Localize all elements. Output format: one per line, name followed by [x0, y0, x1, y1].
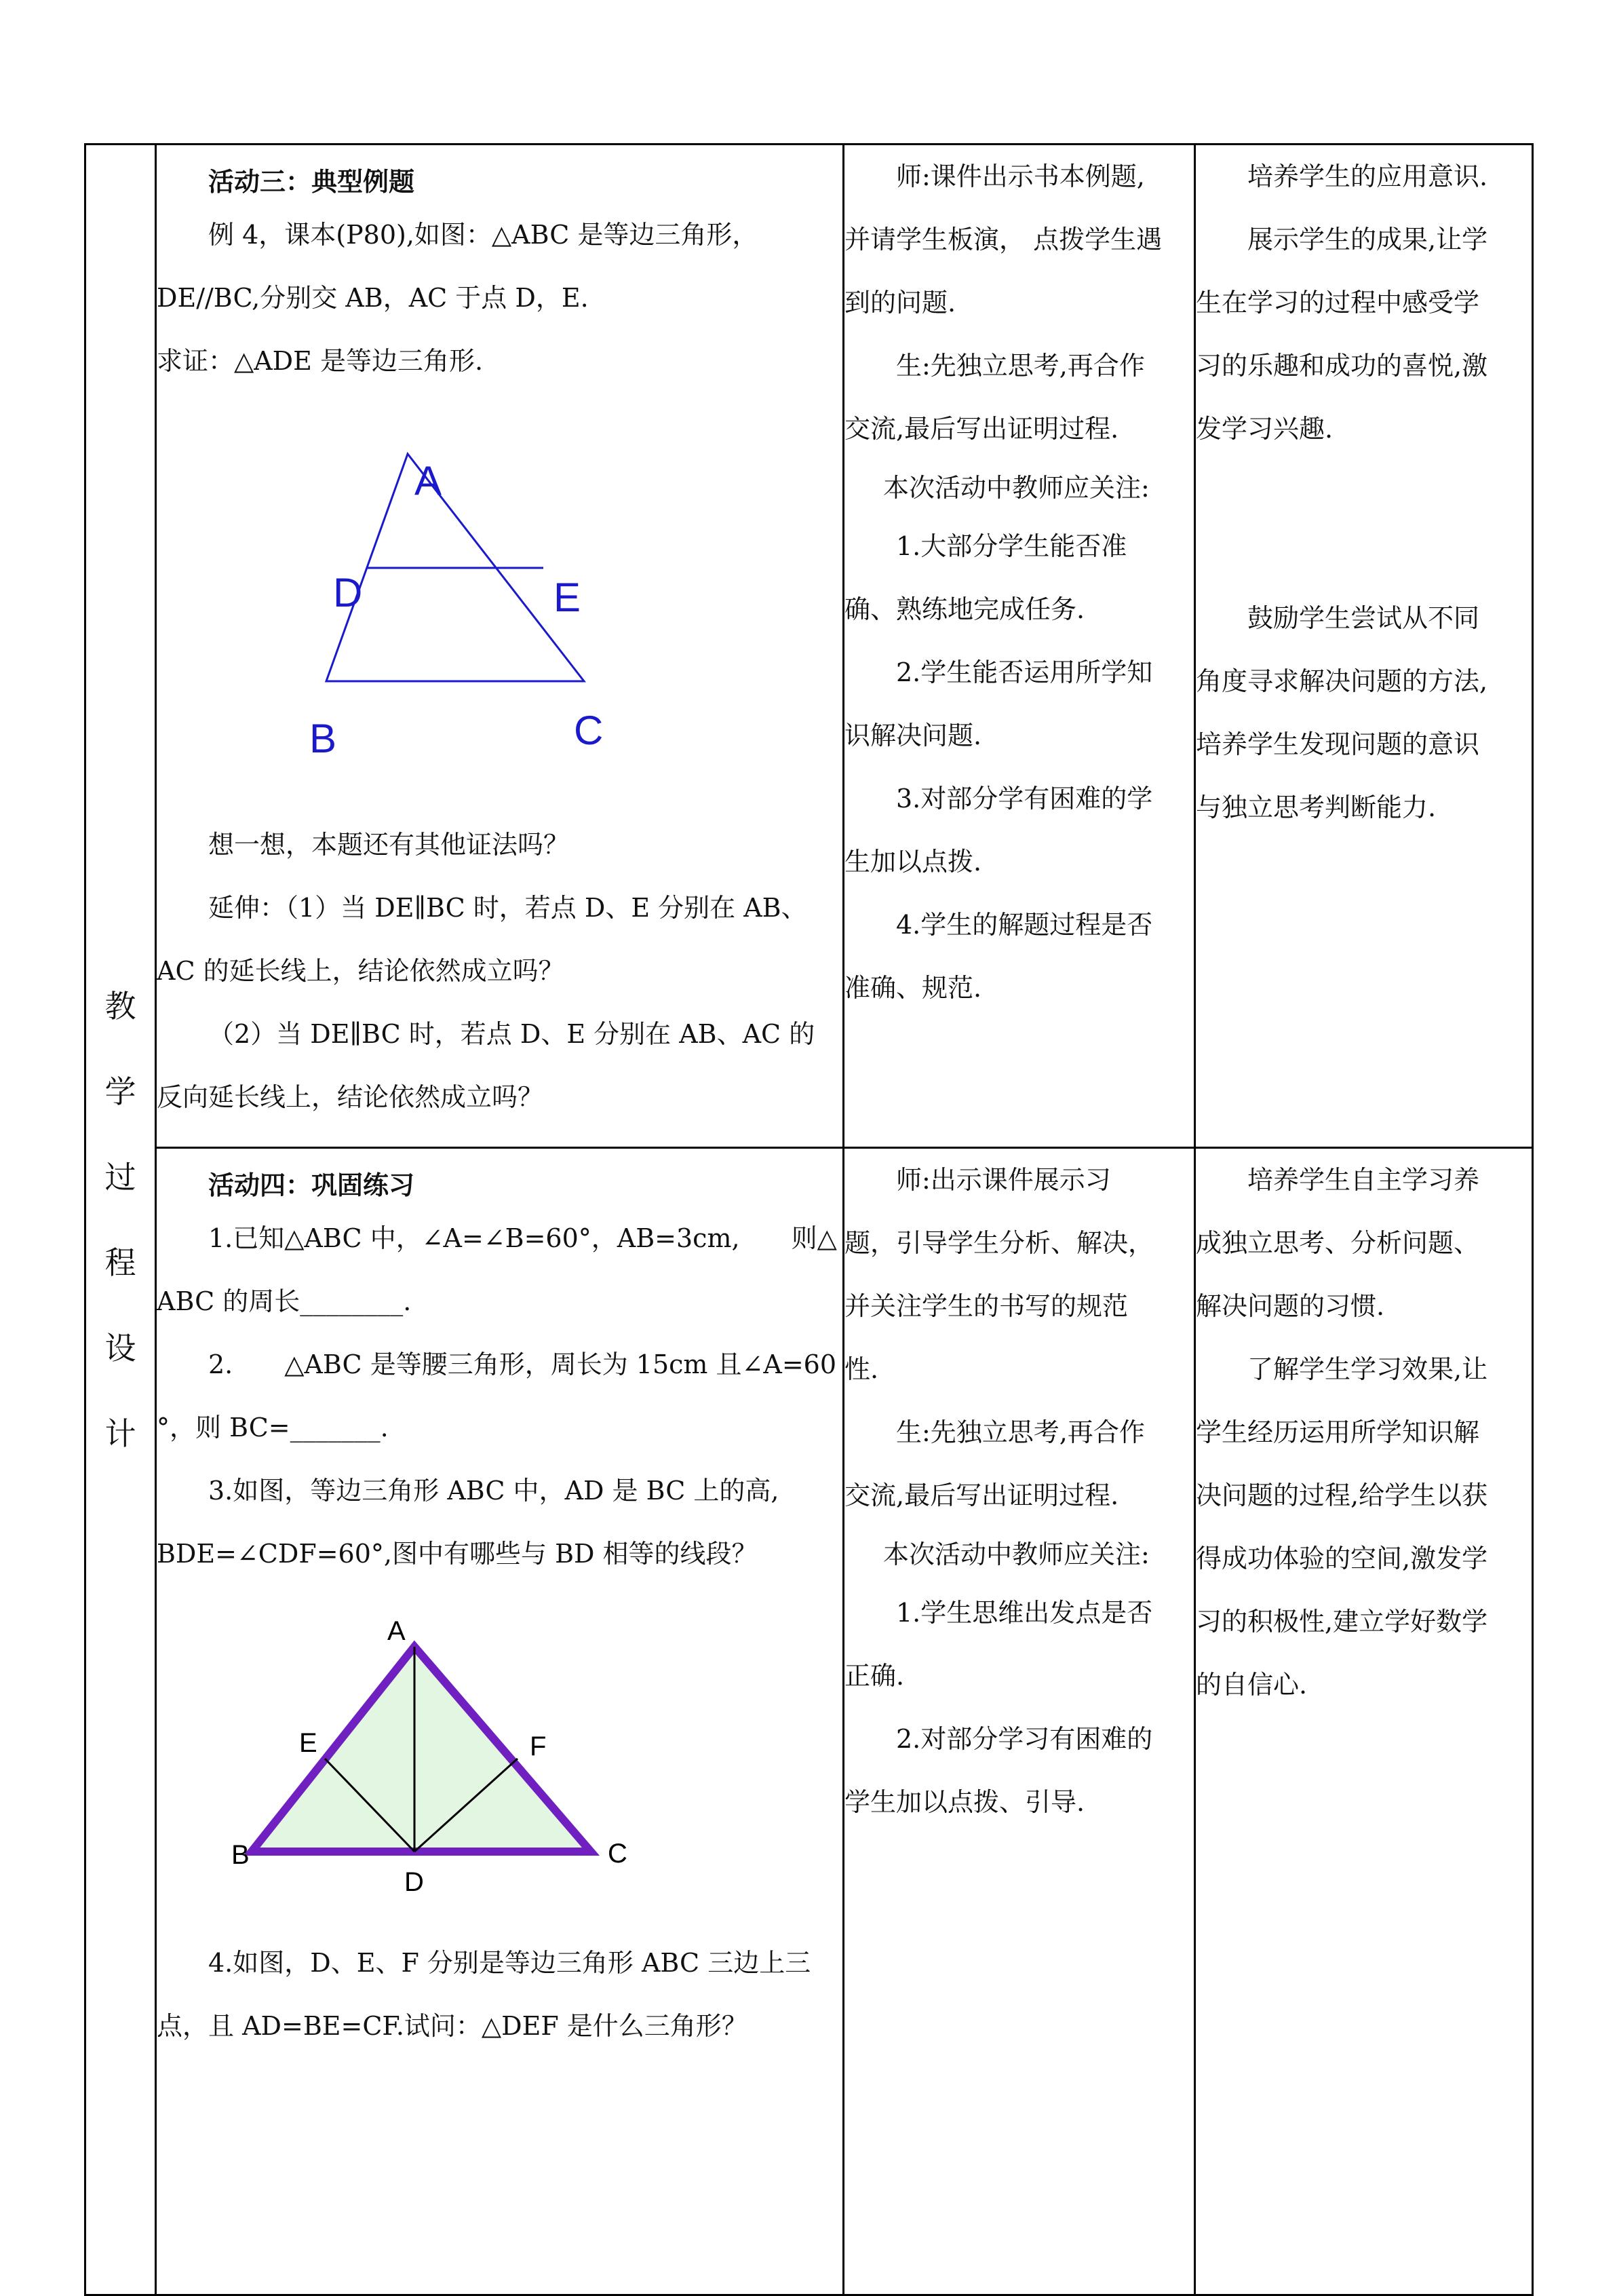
text-line: 了解学生学习效果,让: [1247, 1354, 1488, 1384]
text-line: 2.对部分学习有困难的: [896, 1724, 1153, 1754]
vertex-label-c: C: [608, 1839, 627, 1869]
side-label-char: 学: [104, 1073, 136, 1110]
text-line: 与独立思考判断能力.: [1196, 792, 1437, 822]
vertex-label-f: F: [530, 1731, 547, 1761]
text-line: 生加以点拨.: [844, 847, 982, 877]
text-line: 鼓励学生尝试从不同: [1247, 603, 1480, 633]
activity3-title: 活动三：典型例题: [208, 166, 415, 197]
text-line: 1.已知△ABC 中，∠A=∠B=60°，AB=3cm, 则△: [208, 1223, 837, 1253]
text-line: 交流,最后写出证明过程.: [844, 414, 1119, 444]
side-label-char: 计: [104, 1415, 136, 1452]
text-line: 本次活动中教师应关注:: [883, 473, 1150, 503]
vertex-label-d: D: [404, 1867, 424, 1897]
text-line: BDE=∠CDF=60°,图中有哪些与 BD 相等的线段？: [157, 1539, 758, 1569]
text-line: 性.: [844, 1354, 879, 1384]
text-line: 确、熟练地完成任务.: [844, 594, 1085, 624]
text-line: 成独立思考、分析问题、: [1196, 1228, 1480, 1258]
text-line: 发学习兴趣.: [1196, 414, 1334, 444]
text-line: 学生加以点拨、引导.: [844, 1787, 1085, 1817]
vertex-label-a: A: [387, 1616, 406, 1646]
vertex-label-b: B: [231, 1840, 250, 1870]
text-line: 1.学生思维出发点是否: [896, 1598, 1153, 1628]
side-label-char: 设: [104, 1329, 136, 1366]
text-line: 习的乐趣和成功的喜悦,激: [1196, 351, 1488, 381]
activity3-content-cell: [156, 145, 844, 1148]
triangle-figure-2: [231, 1606, 665, 1905]
text-line: 培养学生的应用意识.: [1247, 161, 1488, 191]
text-line: 本次活动中教师应关注:: [883, 1539, 1150, 1569]
text-line: 3.如图，等边三角形 ABC 中，AD 是 BC 上的高,: [208, 1476, 779, 1506]
side-label-char: 过: [104, 1158, 136, 1195]
activity4-teacher-cell: [844, 1148, 1195, 2295]
text-line: 解决问题的习惯.: [1196, 1291, 1385, 1321]
text-line: 决问题的过程,给学生以获: [1196, 1480, 1488, 1510]
vertex-label-c: C: [574, 708, 604, 753]
text-line: 例 4，课本(P80),如图：△ABC 是等边三角形，: [208, 220, 758, 250]
text-line: 生:先独立思考,再合作: [896, 351, 1145, 381]
text-line: 交流,最后写出证明过程.: [844, 1480, 1119, 1510]
lesson-plan-table: [84, 143, 1534, 2296]
text-line: 师:出示课件展示习: [896, 1165, 1111, 1195]
text-line: 到的问题.: [844, 288, 956, 318]
text-line: 生:先独立思考,再合作: [896, 1417, 1145, 1447]
text-line: 生在学习的过程中感受学: [1196, 288, 1480, 318]
activity4-intent-cell: [1195, 1148, 1533, 2295]
text-line: 角度寻求解决问题的方法,: [1196, 666, 1488, 696]
side-label-char: 教: [104, 987, 136, 1025]
activity4-content-cell: [156, 1148, 844, 2295]
text-line: 培养学生自主学习养: [1247, 1165, 1480, 1195]
text-line: 习的积极性,建立学好数学: [1196, 1607, 1488, 1637]
text-line: 并关注学生的书写的规范: [844, 1291, 1129, 1321]
vertex-label-b: B: [309, 716, 337, 761]
text-line: 识解决问题.: [844, 721, 982, 750]
triangle-figure-1: [245, 454, 604, 773]
text-line: 2.学生能否运用所学知: [896, 657, 1153, 687]
text-line: AC 的延长线上，结论依然成立吗？: [157, 956, 564, 986]
vertex-label-a: A: [414, 458, 442, 503]
text-line: 3.对部分学有困难的学: [896, 784, 1153, 814]
activity3-teacher-cell: [844, 145, 1195, 1148]
text-line: 想一想，本题还有其他证法吗？: [208, 830, 570, 860]
text-line: 培养学生发现问题的意识: [1196, 729, 1480, 759]
text-line: 的自信心.: [1196, 1670, 1308, 1700]
text-line: DE//BC,分别交 AB，AC 于点 D，E.: [157, 283, 589, 313]
text-line: 求证：△ADE 是等边三角形.: [157, 346, 484, 376]
text-line: 延伸：（1）当 DE∥BC 时，若点 D、E 分别在 AB、: [208, 893, 807, 923]
text-line: （2）当 DE∥BC 时，若点 D、E 分别在 AB、AC 的: [208, 1019, 815, 1049]
text-line: 准确、规范.: [844, 973, 982, 1003]
text-line: 正确.: [844, 1661, 905, 1691]
text-line: 反向延长线上，结论依然成立吗？: [157, 1082, 544, 1112]
vertex-label-d: D: [333, 570, 363, 615]
text-line: 2. △ABC 是等腰三角形，周长为 15cm 且∠A=60: [208, 1350, 837, 1379]
side-label-char: 程: [104, 1244, 136, 1281]
vertex-label-e: E: [553, 575, 581, 620]
text-line: 得成功体验的空间,激发学: [1196, 1544, 1488, 1573]
text-line: 4.学生的解题过程是否: [896, 910, 1153, 940]
text-line: 点，且 AD=BE=CF.试问：△DEF 是什么三角形？: [157, 2011, 747, 2041]
text-line: 题，引导学生分析、解决，: [844, 1228, 1154, 1258]
activity3-intent-cell: [1195, 145, 1533, 1148]
vertex-label-e: E: [299, 1728, 317, 1758]
text-line: ABC 的周长________.: [157, 1286, 412, 1316]
text-line: 展示学生的成果,让学: [1247, 225, 1488, 254]
text-line: 并请学生板演， 点拨学生遇: [844, 225, 1163, 254]
activity4-title: 活动四：巩固练习: [208, 1170, 415, 1200]
text-line: °，则 BC=_______.: [157, 1413, 389, 1442]
text-line: 师:课件出示书本例题,: [896, 161, 1145, 191]
text-line: 学生经历运用所学知识解: [1196, 1417, 1480, 1447]
text-line: 1.大部分学生能否准: [896, 531, 1127, 561]
side-label-cell: [85, 145, 156, 2295]
text-line: 4.如图，D、E、F 分别是等边三角形 ABC 三边上三: [208, 1948, 811, 1978]
